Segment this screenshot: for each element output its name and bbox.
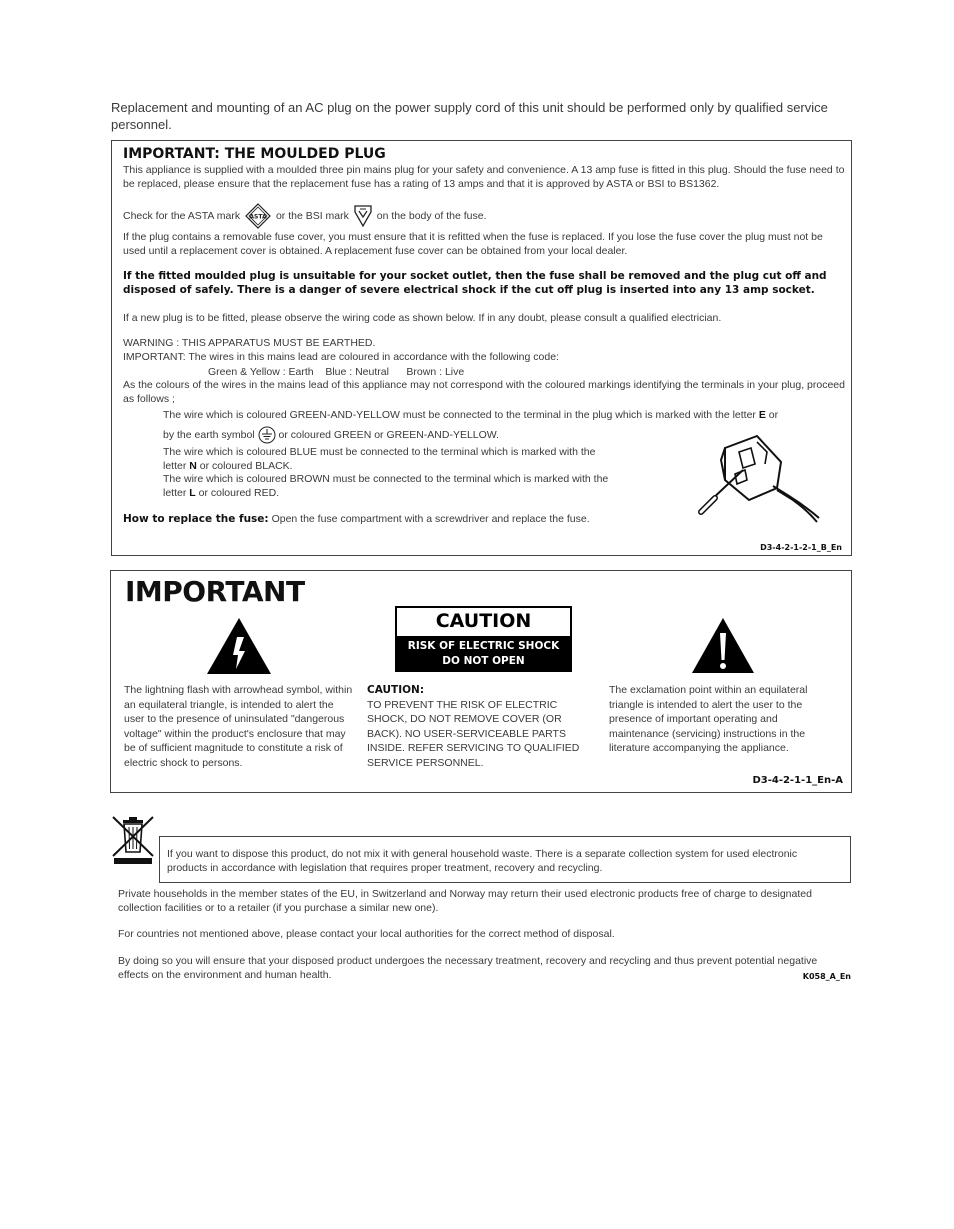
earth-symbol-line: by the earth symbol or coloured GREEN or GREEN-AND-YELLOW. xyxy=(163,426,499,444)
earth-symbol-icon xyxy=(258,426,276,444)
intro-text: Replacement and mounting of an AC plug on the power supply cord of this unit should be performed only by qualified service personnel. xyxy=(111,100,828,132)
asta-text-a: Check for the ASTA mark xyxy=(123,209,241,222)
green-yellow-wire-text: The wire which is coloured GREEN-AND-YELLOW must be connected to the terminal in the plug which is marked with the letter E or xyxy=(163,409,779,421)
fuse-replace-line: How to replace the fuse: Open the fuse compartment with a screwdriver and replace the fuse. xyxy=(123,513,590,525)
crossed-out-bin-icon xyxy=(110,814,156,864)
caution-description: CAUTION: TO PREVENT THE RISK OF ELECTRIC SHOCK, DO NOT REMOVE COVER (OR BACK). NO USER-SERVICEABLE PARTS INSIDE. REFER SERVICING TO QUALIFIED SERVICE PERSONNEL. xyxy=(367,684,580,769)
wire-colours-note: As the colours of the wires in the mains lead of this appliance may not correspond with the coloured markings identifying the terminals in your plug, proceed as follows ; xyxy=(123,379,845,405)
plug-section-code: D3-4-2-1-2-1_B_En xyxy=(760,543,842,552)
exclamation-triangle-icon xyxy=(691,617,755,674)
wire-colour-codes: Green & Yellow : Earth Blue : Neutral Brown : Live xyxy=(208,366,465,378)
weee-paragraph-2: For countries not mentioned above, please contact your local authorities for the correct method of disposal. xyxy=(118,928,615,940)
blue-wire-text: The wire which is coloured BLUE must be connected to the terminal which is marked with the letter N or coloured BLACK. xyxy=(163,446,596,472)
moulded-plug-title: IMPORTANT: THE MOULDED PLUG xyxy=(123,146,386,162)
plug-paragraph-2: If the plug contains a removable fuse cover, you must ensure that it is refitted when the fuse is replaced. If you lose the fuse cover the plug must not be used until a replacement cover is obtained. A replacement fuse cover can be obtained from your local dealer. xyxy=(123,231,823,257)
weee-paragraph-1: Private households in the member states of the EU, in Switzerland and Norway may return their used electronic products free of charge to designated collection facilities or to a retailer (if you purchase a similar new one). xyxy=(118,888,812,914)
wire-code-intro: IMPORTANT: The wires in this mains lead are coloured in accordance with the following code: xyxy=(123,351,559,363)
important-section-code: D3-4-2-1-1_En-A xyxy=(752,775,843,786)
svg-text:ASTA: ASTA xyxy=(249,213,267,221)
plug-paragraph-3: If the fitted moulded plug is unsuitable for your socket outlet, then the fuse shall be removed and the plug cut off and disposed of safely. There is a danger of severe electrical shock if the cut off plug is inserted into any 13 amp socket. xyxy=(123,270,827,296)
important-title: IMPORTANT xyxy=(125,575,305,608)
asta-line xyxy=(123,203,623,229)
bsi-kitemark-icon xyxy=(352,203,374,229)
plug-paragraph-1: This appliance is supplied with a moulded three pin mains plug for your safety and convenience. A 13 amp fuse is fitted in this plug. Should the fuse need to be replaced, please ensure that the replacement fuse has a rating of 13 amps and that it is approved by ASTA or BSI to BS1362. xyxy=(123,164,845,190)
plug-paragraph-4: If a new plug is to be fitted, please observe the wiring code as shown below. If in any doubt, please consult a qualified electrician. xyxy=(123,312,722,324)
plug-screwdriver-illustration xyxy=(695,430,825,525)
exclamation-description: The exclamation point within an equilateral triangle is intended to alert the user to the presence of important operating and maintenance (servicing) instructions in the literature accompanying the appliance. xyxy=(609,684,808,754)
asta-mark-icon xyxy=(245,203,271,229)
caution-label-box xyxy=(395,606,572,672)
caution-heading: CAUTION xyxy=(435,610,532,632)
caution-subtext: RISK OF ELECTRIC SHOCK DO NOT OPEN xyxy=(397,636,570,670)
asta-text-b: or the BSI mark xyxy=(275,209,349,222)
lightning-triangle-icon xyxy=(206,617,272,675)
asta-text-c: on the body of the fuse. xyxy=(376,209,487,222)
lightning-description: The lightning flash with arrowhead symbol, within an equilateral triangle, is intended to alert the user to the presence of uninsulated "dangerous voltage" within the product's enclosure that may be of sufficient magnitude to constitute a risk of electric shock to persons. xyxy=(124,684,353,769)
earthed-warning: WARNING : THIS APPARATUS MUST BE EARTHED. xyxy=(123,337,376,349)
brown-wire-text: The wire which is coloured BROWN must be connected to the terminal which is marked with the letter L or coloured RED. xyxy=(163,473,609,499)
weee-section-code: K058_A_En xyxy=(802,972,851,981)
weee-notice-text: If you want to dispose this product, do not mix it with general household waste. There is a separate collection system for used electronic products in accordance with legislation that requires proper treatment, recovery and recycling. xyxy=(167,848,798,874)
weee-paragraph-3: By doing so you will ensure that your disposed product undergoes the necessary treatment, recovery and recycling and thus prevent potential negative effects on the environment and human health. xyxy=(118,955,818,981)
